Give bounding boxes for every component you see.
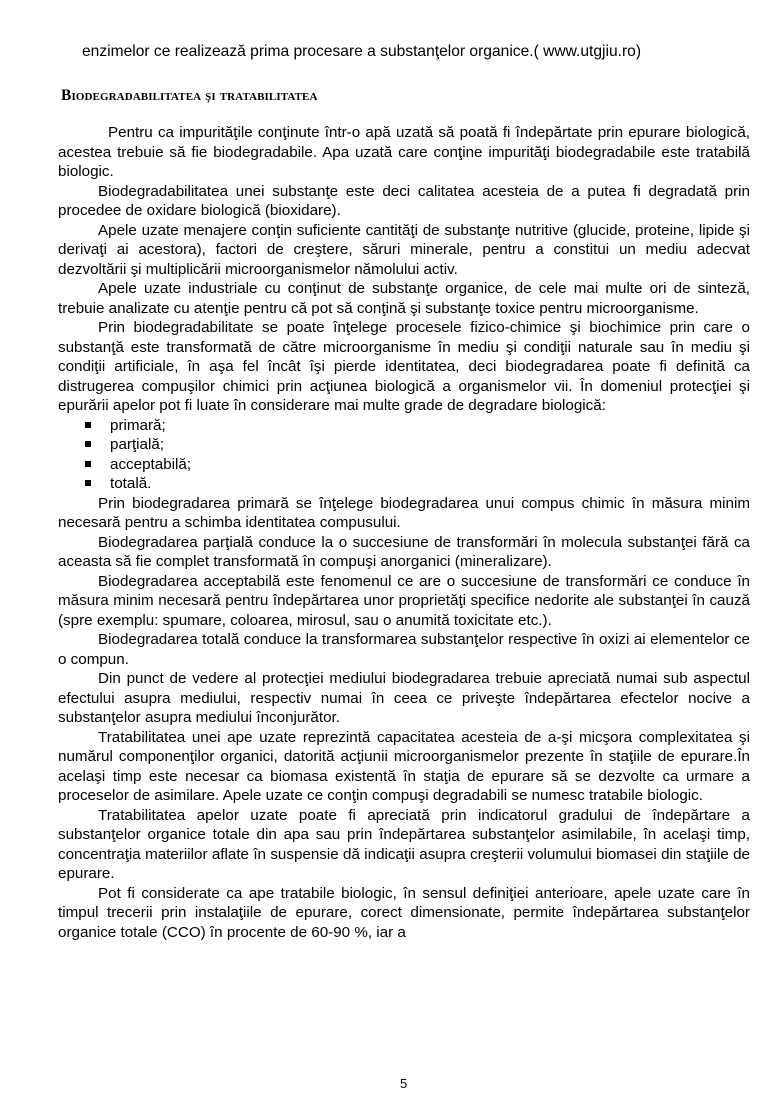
intro-line: enzimelor ce realizează prima procesare a substanţelor organice.( www.utgjiu.ro) [82,43,642,60]
paragraph: Pentru ca impurităţile conţinute într-o apă uzată să poată fi îndepărtate prin epurare biologică, acestea trebuie să fie biodegradabile. Apa uzată care conţine impurităţi biodegradabile este tratabilă biologic. [58,124,750,180]
paragraph: Biodegradarea acceptabilă este fenomenul ce are o succesiune de transformări ce conduce în măsura minim necesară pentru îndepărtarea unor proprietăţi specifice nedorite ale substanţei în cauză (spre exemplu: spumare, coloarea, mirosul, sau o anumită toxicitate etc.). [58,572,750,629]
paragraph: Tratabilitatea unei ape uzate reprezintă capacitatea acesteia de a-şi micşora complexitatea şi numărul componenţilor organici, datorită acţiunii microorganismelor prezente în staţiile de epurare.În acelaşi timp este necesar ca biomasa existentă în staţia de epurare să se dezvolte ca urmare a proceselor de asimilare. Apele uzate ce conţin compuşi degradabili se numesc tratabile biologic. [58,728,750,804]
page-number: 5 [400,1076,408,1091]
paragraph: Apele uzate industriale cu conţinut de substanţe organice, de cele mai multe ori de sinteză, trebuie analizate cu atenţie pentru că pot să conţină şi substanţe toxice pentru microorganisme. [58,280,750,317]
list-item: parţială; [58,435,750,455]
section-heading: Biodegradabilitatea şi tratabilitatea [61,87,318,104]
list-item: primară; [58,416,750,436]
paragraph: Pot fi considerate ca ape tratabile biologic, în sensul definiţiei anterioare, apele uzate care în timpul trecerii prin instalaţiile de epurare, corect dimensionate, permite îndepărtarea substanţelor organice totale (CCO) în procente de 60-90 %, iar a [58,884,750,941]
list-item: totală. [58,474,750,494]
paragraph: Din punct de vedere al protecţiei mediului biodegradarea trebuie apreciată numai sub aspectul efectului asupra mediului, respectiv numai în ceea ce priveşte îndepărtarea efectelor nocive a substanţelor asupra mediului înconjurător. [58,670,750,726]
paragraph: Tratabilitatea apelor uzate poate fi apreciată prin indicatorul gradului de îndepărtare a substanţelor organice totale din apa sau prin îndepărtarea substanţelor asimilabile, în acelaşi timp, concentraţia materiilor aflate în suspensie dă indicaţii asupra creşterii volumului biomasei din staţiile de epurare. [58,806,750,882]
paragraph: Prin biodegradarea primară se înţelege biodegradarea unui compus chimic în măsura minim necesară pentru a schimba identitatea compusului. [58,494,750,531]
paragraph: Biodegradarea parţială conduce la o succesiune de transformări în molecula substanţei fără ca aceasta să fie complet transformată în compuşi anorganici (mineralizare). [58,533,750,570]
paragraph: Biodegradabilitatea unei substanţe este deci calitatea acesteia de a putea fi degradată prin procedee de oxidare biologică (bioxidare). [58,182,750,219]
body-text [58,123,750,942]
list-item: acceptabilă; [58,455,750,475]
paragraph: Biodegradarea totală conduce la transformarea substanţelor respective în oxizi ai elementelor ce o compun. [58,631,750,668]
degradation-grades-list [58,416,750,494]
paragraph: Prin biodegradabilitate se poate înţelege procesele fizico-chimice şi biochimice prin care o substanţă este transformată de către microorganisme în mediu şi condiţii naturale sau în mediu şi condiţii artificiale, în aşa fel încât îşi pierde identitatea, deci biodegradarea poate fi definită ca distrugerea compuşilor chimici prin acţiunea biologică a organismelor vii. În domeniul protecţiei şi epurării apelor pot fi luate în considerare mai multe grade de degradare biologică: [58,319,750,414]
paragraph: Apele uzate menajere conţin suficiente cantităţi de substanţe nutritive (glucide, proteine, lipide şi derivaţi ai acestora), factori de creştere, săruri minerale, pentru a constitui un mediu adecvat dezvoltării şi multiplicării microorganismelor nămolului activ. [58,221,750,278]
